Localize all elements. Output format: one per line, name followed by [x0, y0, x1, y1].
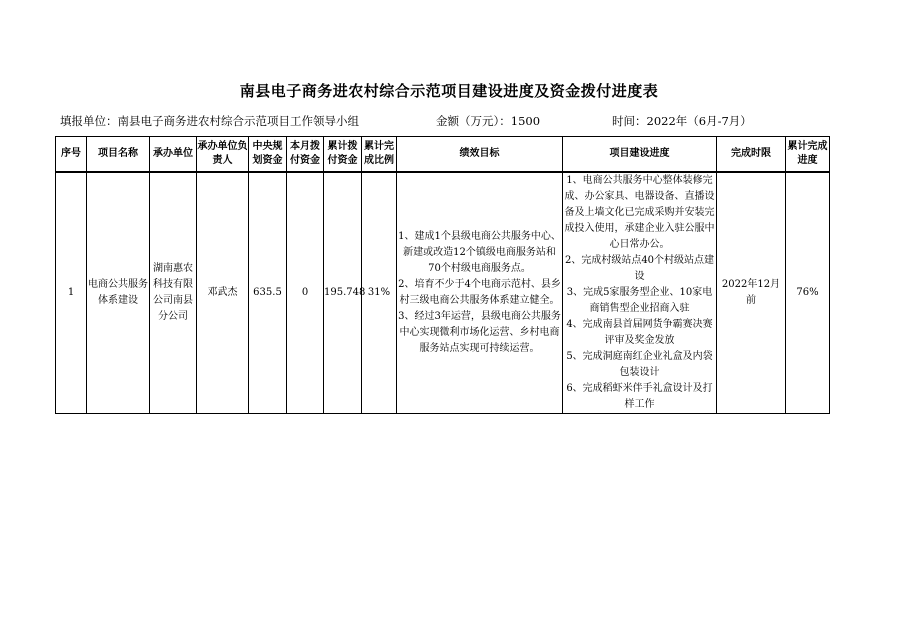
- progress-item: 1、电商公共服务中心整体装修完成、办公家具、电器设备、直播设备及上墙文化已完成采购并安装完成投入使用，承建企业入驻公服中心日常办公。: [564, 175, 715, 250]
- progress-item: 3、完成5家服务型企业、10家电商销售型企业招商入驻: [566, 287, 713, 314]
- header-deadline: 完成时限: [717, 137, 786, 173]
- header-leader: 承办单位负责人: [197, 137, 249, 173]
- progress-item: 6、完成稻虾米伴手礼盒设计及打样工作: [566, 383, 713, 410]
- header-central-funds: 中央规划资金: [249, 137, 287, 173]
- cell-central-funds: 635.5: [249, 172, 287, 414]
- cell-seq: 1: [56, 172, 87, 414]
- performance-item: 2、培育不少于4个电商示范村、县乡村三级电商公共服务体系建立健全。: [398, 279, 561, 306]
- header-month-alloc: 本月拨付资金: [287, 137, 324, 173]
- cell-performance: [397, 172, 563, 414]
- cell-cumulative-progress: 76%: [786, 172, 830, 414]
- header-performance: 绩效目标: [397, 137, 563, 173]
- performance-item: 3、经过3年运营，县级电商公共服务中心实现微利市场化运营、乡村电商服务站点实现可持续运营。: [398, 311, 561, 354]
- time-label: 时间：2022年（6月-7月）: [612, 114, 752, 128]
- cell-cumulative-ratio: 31%: [362, 172, 397, 414]
- progress-table: [55, 136, 830, 414]
- header-undertaker: 承办单位: [150, 137, 197, 173]
- cell-undertaker: 湖南惠农科技有限公司南县分公司: [150, 172, 197, 414]
- performance-item: 1、建成1个县级电商公共服务中心、新建或改造12个镇级电商服务站和70个村级电商服务点。: [398, 231, 561, 274]
- header-cumulative-alloc: 累计拨付资金: [324, 137, 362, 173]
- table-header-row: [56, 137, 830, 173]
- progress-item: 2、完成村级站点40个村级站点建设: [564, 255, 715, 282]
- cell-deadline: 2022年12月前: [717, 172, 786, 414]
- cell-leader: 邓武杰: [197, 172, 249, 414]
- progress-item: 4、完成南县首届网货争霸赛决赛评审及奖金发放: [566, 319, 713, 346]
- table-row: [56, 172, 830, 414]
- header-project-name: 项目名称: [87, 137, 150, 173]
- cell-progress: [563, 172, 717, 414]
- amount-label: 金额（万元）：1500: [436, 114, 541, 128]
- cell-project-name: 电商公共服务体系建设: [87, 172, 150, 414]
- cell-cumulative-alloc: 195.748: [324, 172, 362, 414]
- page-title: 南县电子商务进农村综合示范项目建设进度及资金拨付进度表: [239, 82, 659, 100]
- progress-item: 5、完成洞庭南红企业礼盒及内袋包装设计: [566, 351, 713, 378]
- header-cumulative-progress: 累计完成进度: [786, 137, 830, 173]
- reporting-unit: 填报单位：南县电子商务进农村综合示范项目工作领导小组: [60, 114, 359, 128]
- header-cumulative-ratio: 累计完成比例: [362, 137, 397, 173]
- header-seq: 序号: [56, 137, 87, 173]
- cell-month-alloc: 0: [287, 172, 324, 414]
- header-progress: 项目建设进度: [563, 137, 717, 173]
